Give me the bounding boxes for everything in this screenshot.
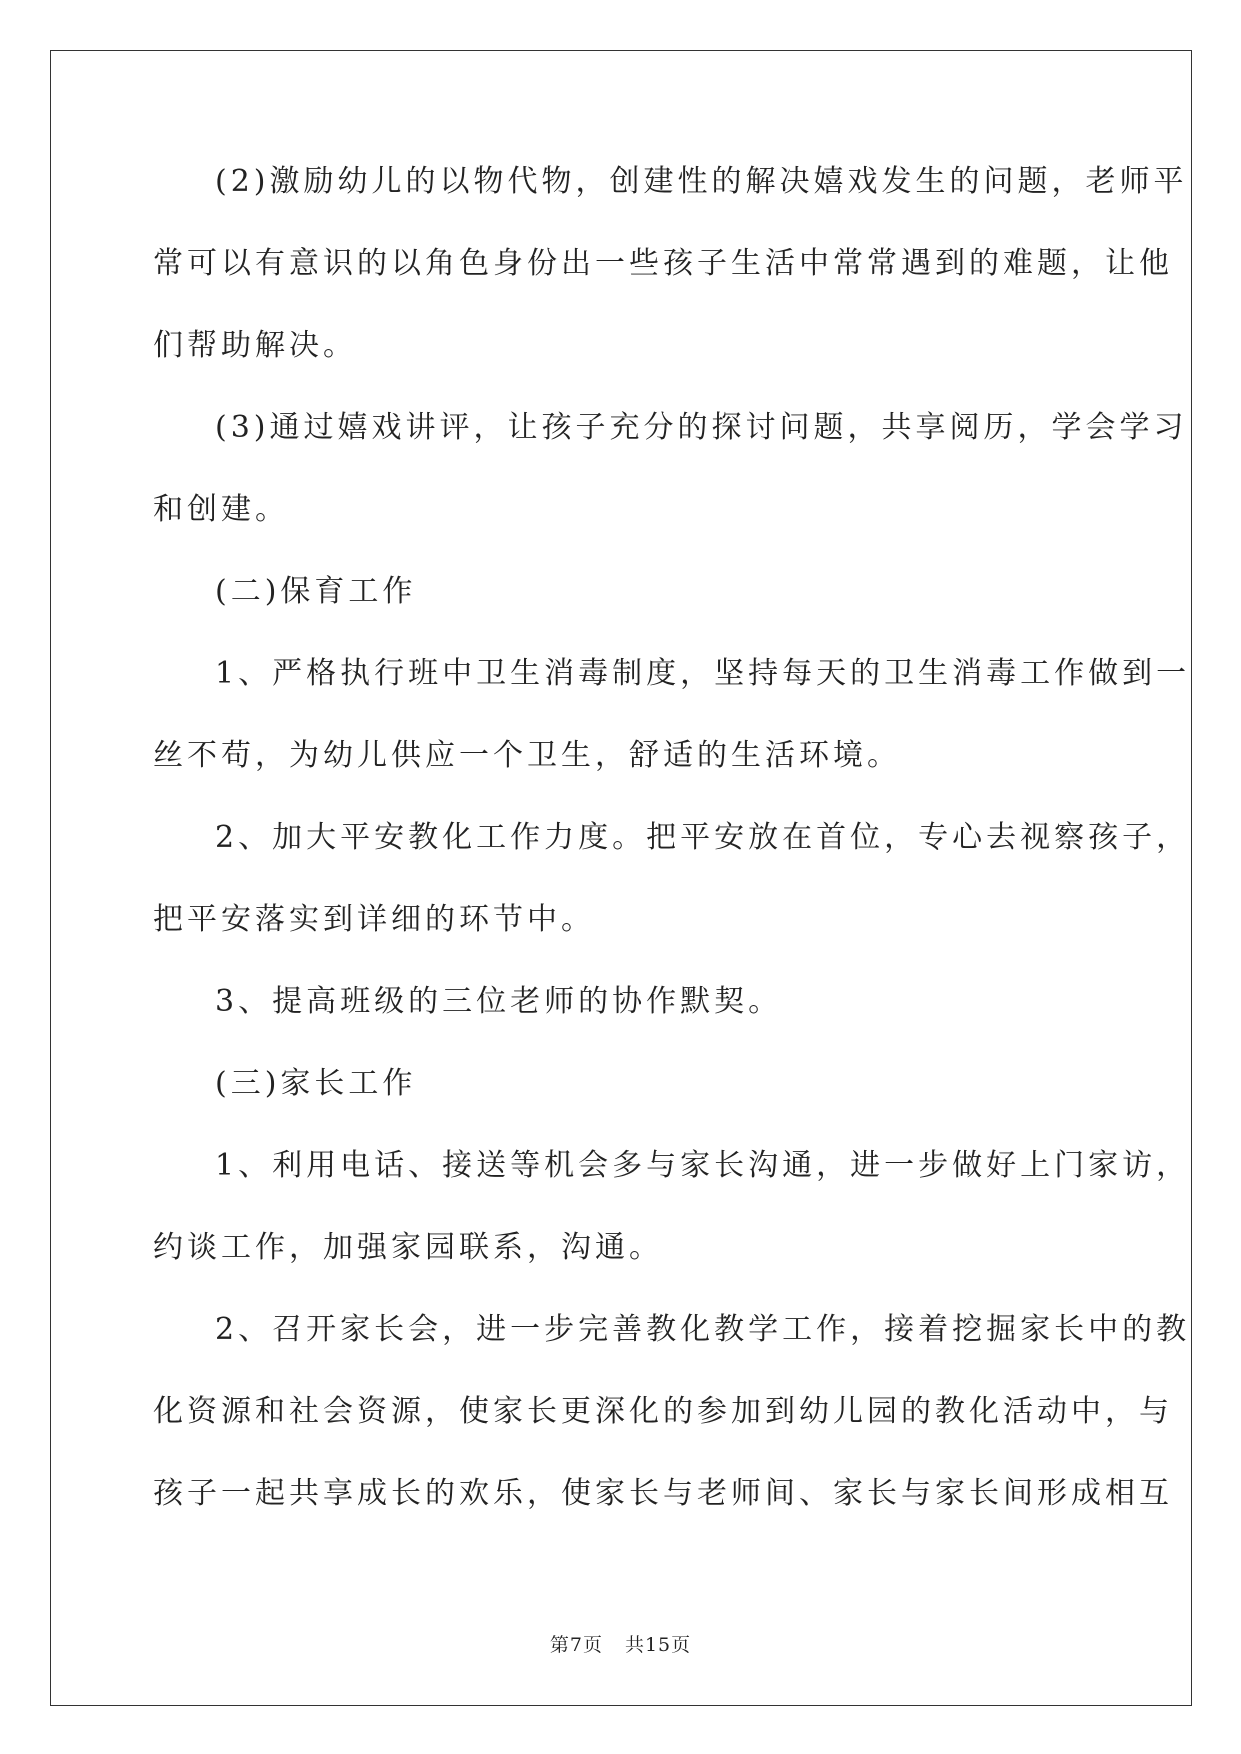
page-number: 第7页 (549, 1634, 603, 1656)
text-line: (3)通过嬉戏讲评，让孩子充分的探讨问题，共享阅历，学会学习 (215, 410, 1188, 445)
text-line: 1、利用电话、接送等机会多与家长沟通，进一步做好上门家访， (215, 1148, 1191, 1183)
section-heading: (二)保育工作 (215, 574, 417, 609)
page-total: 共15页 (624, 1634, 692, 1656)
text-line: 丝不苟，为幼儿供应一个卫生，舒适的生活环境。 (153, 738, 901, 773)
text-line: 们帮助解决。 (153, 328, 357, 363)
section-heading: (三)家长工作 (215, 1066, 417, 1101)
text-line: 约谈工作，加强家园联系，沟通。 (153, 1230, 663, 1265)
text-line: (2)激励幼儿的以物代物，创建性的解决嬉戏发生的问题，老师平 (215, 164, 1188, 199)
text-line: 把平安落实到详细的环节中。 (153, 902, 595, 937)
text-line: 常可以有意识的以角色身份出一些孩子生活中常常遇到的难题，让他 (153, 246, 1173, 281)
text-line: 1、严格执行班中卫生消毒制度，坚持每天的卫生消毒工作做到一 (215, 656, 1191, 691)
text-line: 3、提高班级的三位老师的协作默契。 (215, 984, 783, 1019)
text-line: 2、加大平安教化工作力度。把平安放在首位，专心去视察孩子， (215, 820, 1191, 855)
text-line: 和创建。 (153, 492, 289, 527)
text-line: 孩子一起共享成长的欢乐，使家长与老师间、家长与家长间形成相互 (153, 1476, 1173, 1511)
document-body (153, 158, 1191, 1552)
text-line: 化资源和社会资源，使家长更深化的参加到幼儿园的教化活动中，与 (153, 1394, 1173, 1429)
text-line: 2、召开家长会，进一步完善教化教学工作，接着挖掘家长中的教 (215, 1312, 1191, 1347)
page-footer (0, 1630, 1241, 1657)
